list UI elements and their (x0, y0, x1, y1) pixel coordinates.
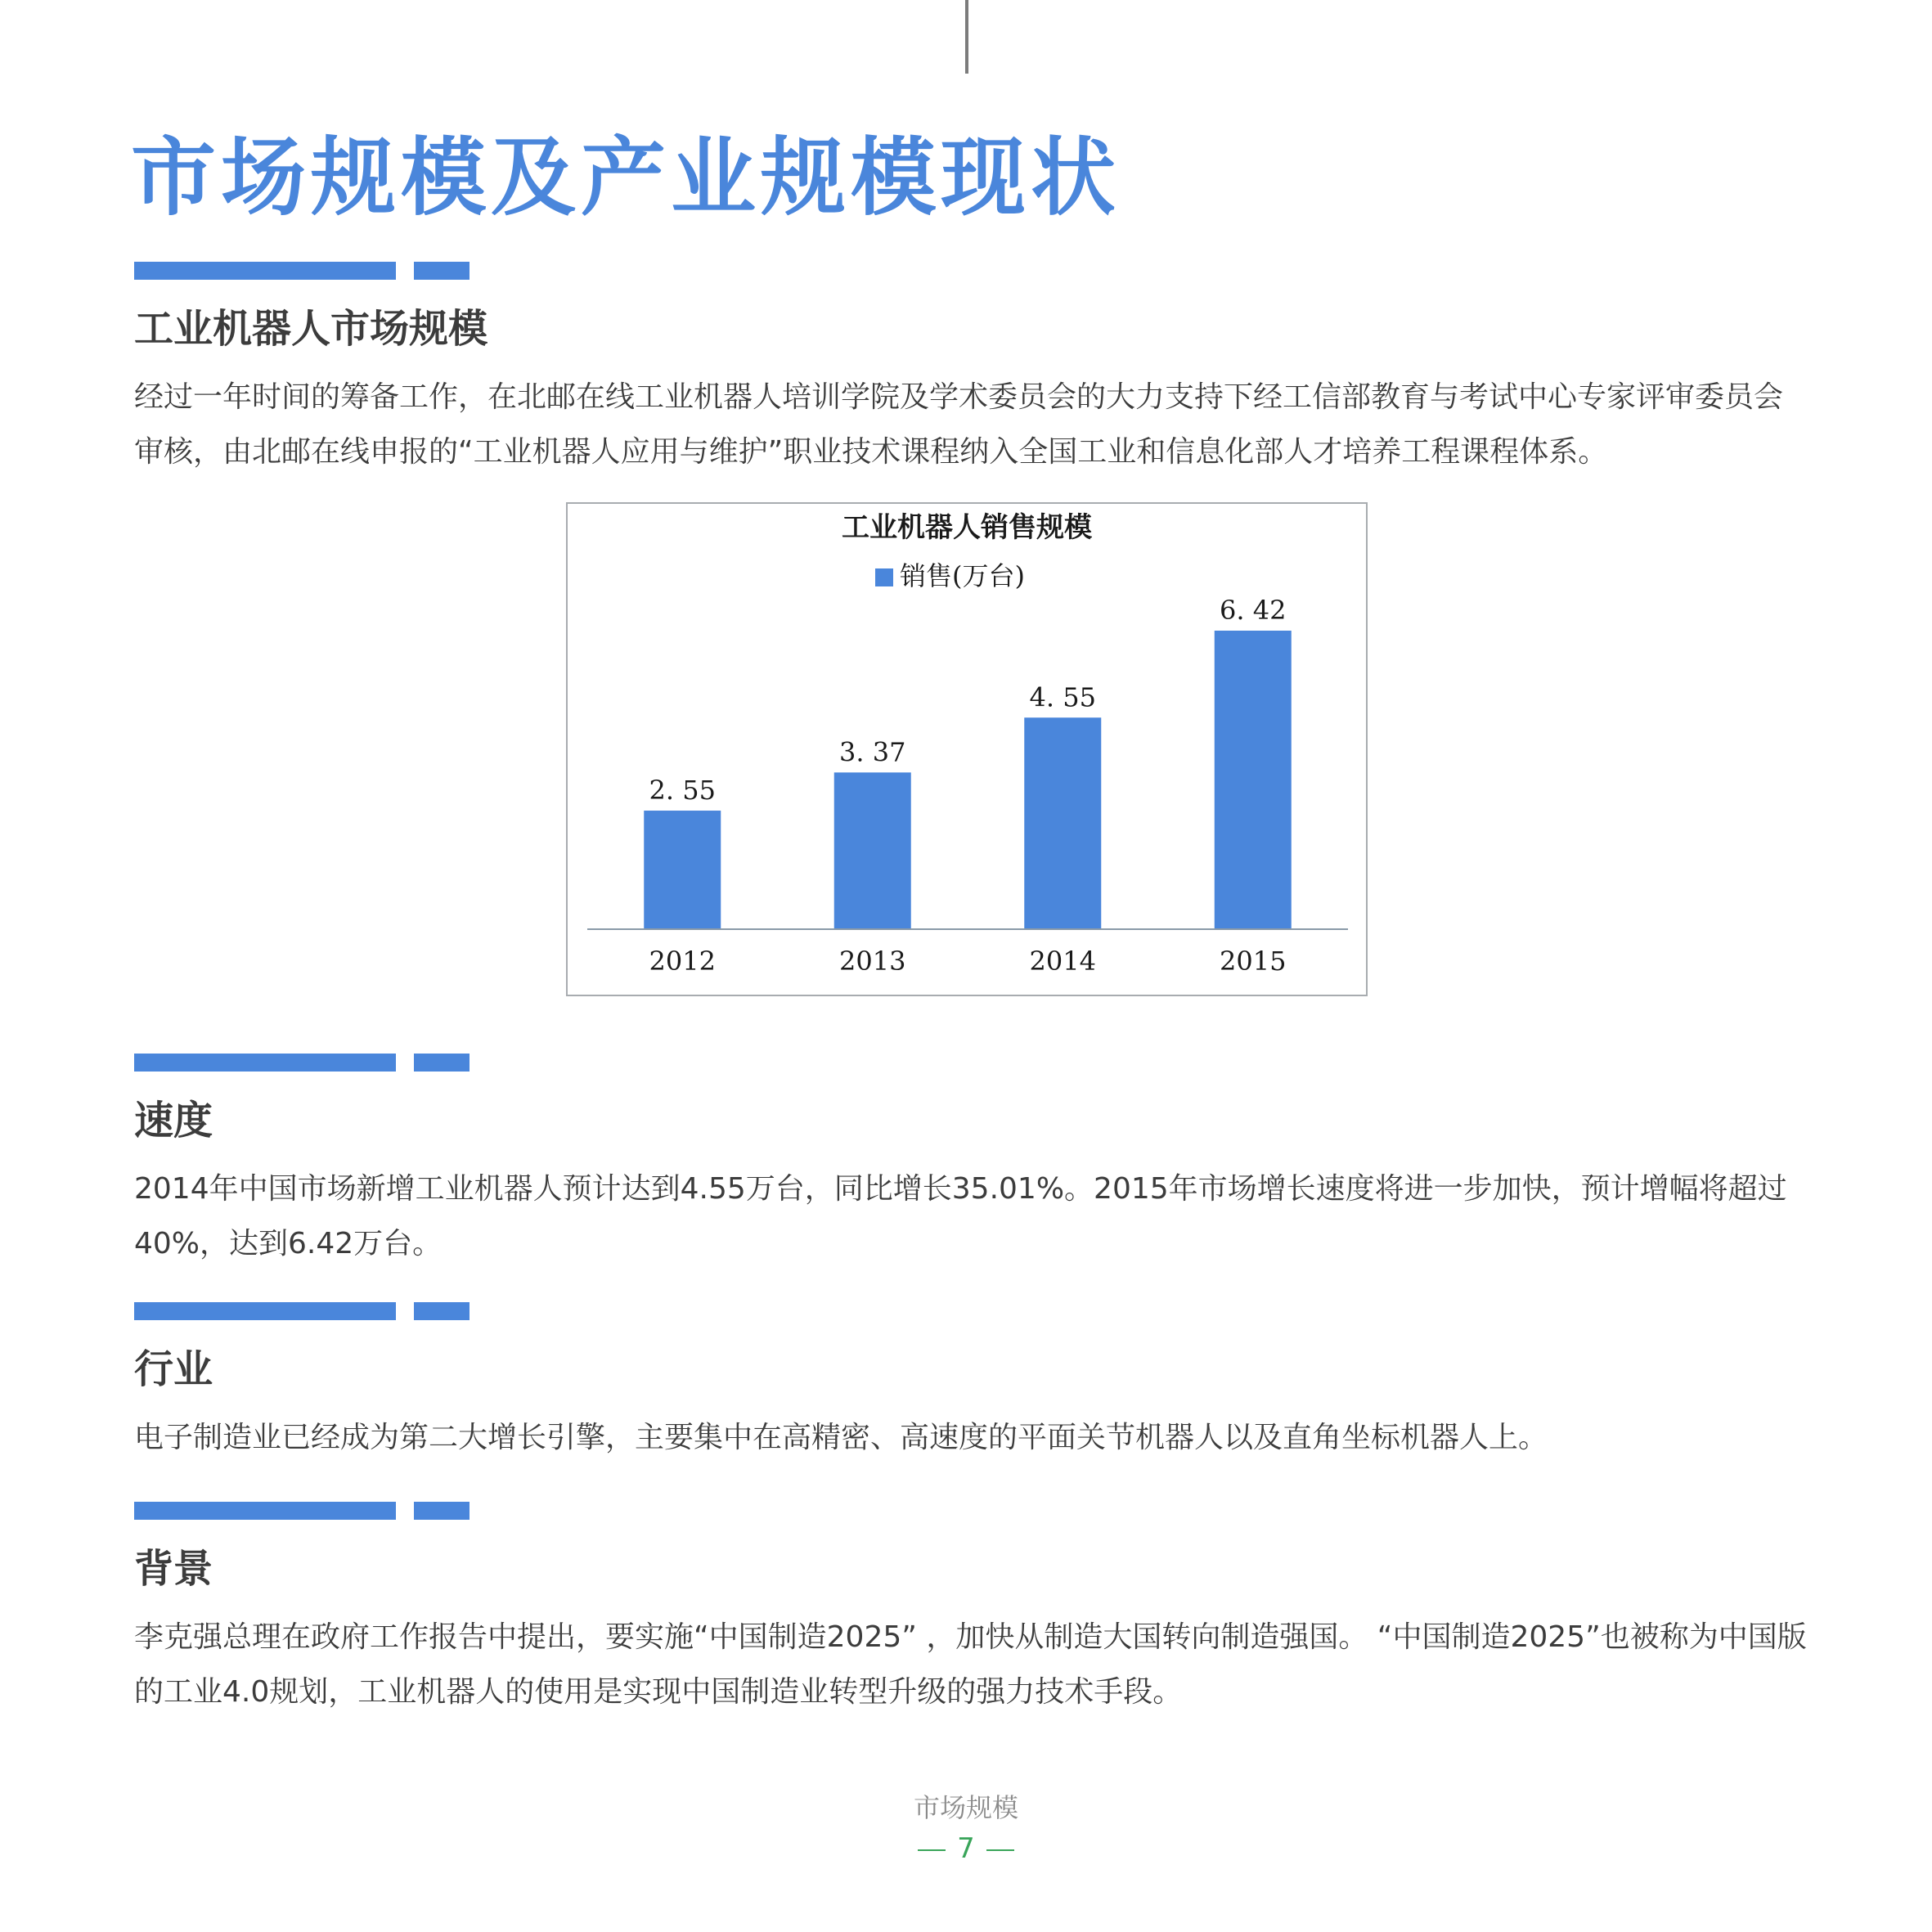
chart-legend-label: 销售(万台) (900, 560, 1025, 591)
section-body: 李克强总理在政府工作报告中提出，要实施“中国制造2025” ，加快从制造大国转向制造强国。 “中国制造2025”也被称为中国版的工业4.0规划，工业机器人的使用是实现中国制造业转型升级的强力技术手段。 (134, 1620, 1807, 1709)
section-divider (134, 1502, 1811, 1520)
page-dash-left (918, 1849, 946, 1851)
section-heading: 工业机器人市场规模 (134, 306, 488, 352)
page-dash-right (986, 1849, 1014, 1851)
x-tick-label-2015: 2015 (1220, 946, 1287, 977)
divider-bar-long (134, 262, 396, 280)
divider-bar-short (414, 1054, 470, 1072)
x-tick-label-2014: 2014 (1029, 946, 1096, 977)
data-label-2014: 4. 55 (1029, 681, 1096, 713)
section-heading: 行业 (134, 1346, 213, 1392)
section-heading: 速度 (134, 1098, 213, 1143)
section-heading: 背景 (134, 1546, 213, 1592)
divider-bar-short (414, 1302, 470, 1320)
bar-2014 (1024, 717, 1101, 929)
section-divider (134, 1302, 1811, 1320)
section-divider (134, 262, 1811, 280)
chart-title: 工业机器人销售规模 (842, 511, 1092, 544)
section-divider (134, 1054, 1811, 1072)
section-industry (134, 1302, 1811, 1465)
section-market-size (134, 262, 1811, 479)
data-label-2013: 3. 37 (839, 736, 906, 768)
page-title: 市场规模及产业规模现状 (131, 128, 1121, 227)
page-number: 7 (957, 1832, 975, 1865)
section-body: 2014年中国市场新增工业机器人预计达到4.55万台，同比增长35.01%。2015年市场增长速度将进一步加快，预计增幅将超过40%，达到6.42万台。 (134, 1172, 1787, 1260)
divider-bar-long (134, 1302, 396, 1320)
divider-bar-long (134, 1502, 396, 1520)
bar-2013 (834, 772, 911, 929)
footer-page-indicator (0, 1831, 1932, 1867)
section-background (134, 1502, 1811, 1719)
data-label-2012: 2. 55 (649, 775, 716, 806)
divider-bar-long (134, 1054, 396, 1072)
legend-swatch (875, 568, 893, 586)
section-body: 电子制造业已经成为第二大增长引擎，主要集中在高精密、高速度的平面关节机器人以及直角坐标机器人上。 (134, 1421, 1548, 1454)
top-divider-line (965, 0, 968, 74)
divider-bar-short (414, 1502, 470, 1520)
section-speed (134, 1054, 1811, 1271)
footer-section-label: 市场规模 (913, 1792, 1018, 1823)
section-body: 经过一年时间的筹备工作，在北邮在线工业机器人培训学院及学术委员会的大力支持下经工信部教育与考试中心专家评审委员会审核，由北邮在线申报的“工业机器人应用与维护”职业技术课程纳入全国工业和信息化部人才培养工程课程体系。 (134, 380, 1784, 469)
bar-2012 (644, 811, 721, 929)
x-tick-label-2013: 2013 (839, 946, 906, 977)
bar-2015 (1215, 631, 1292, 929)
sales-chart (566, 502, 1368, 996)
x-tick-label-2012: 2012 (649, 946, 716, 977)
divider-bar-short (414, 262, 470, 280)
data-label-2015: 6. 42 (1220, 595, 1287, 626)
sales-chart-svg (568, 504, 1366, 995)
